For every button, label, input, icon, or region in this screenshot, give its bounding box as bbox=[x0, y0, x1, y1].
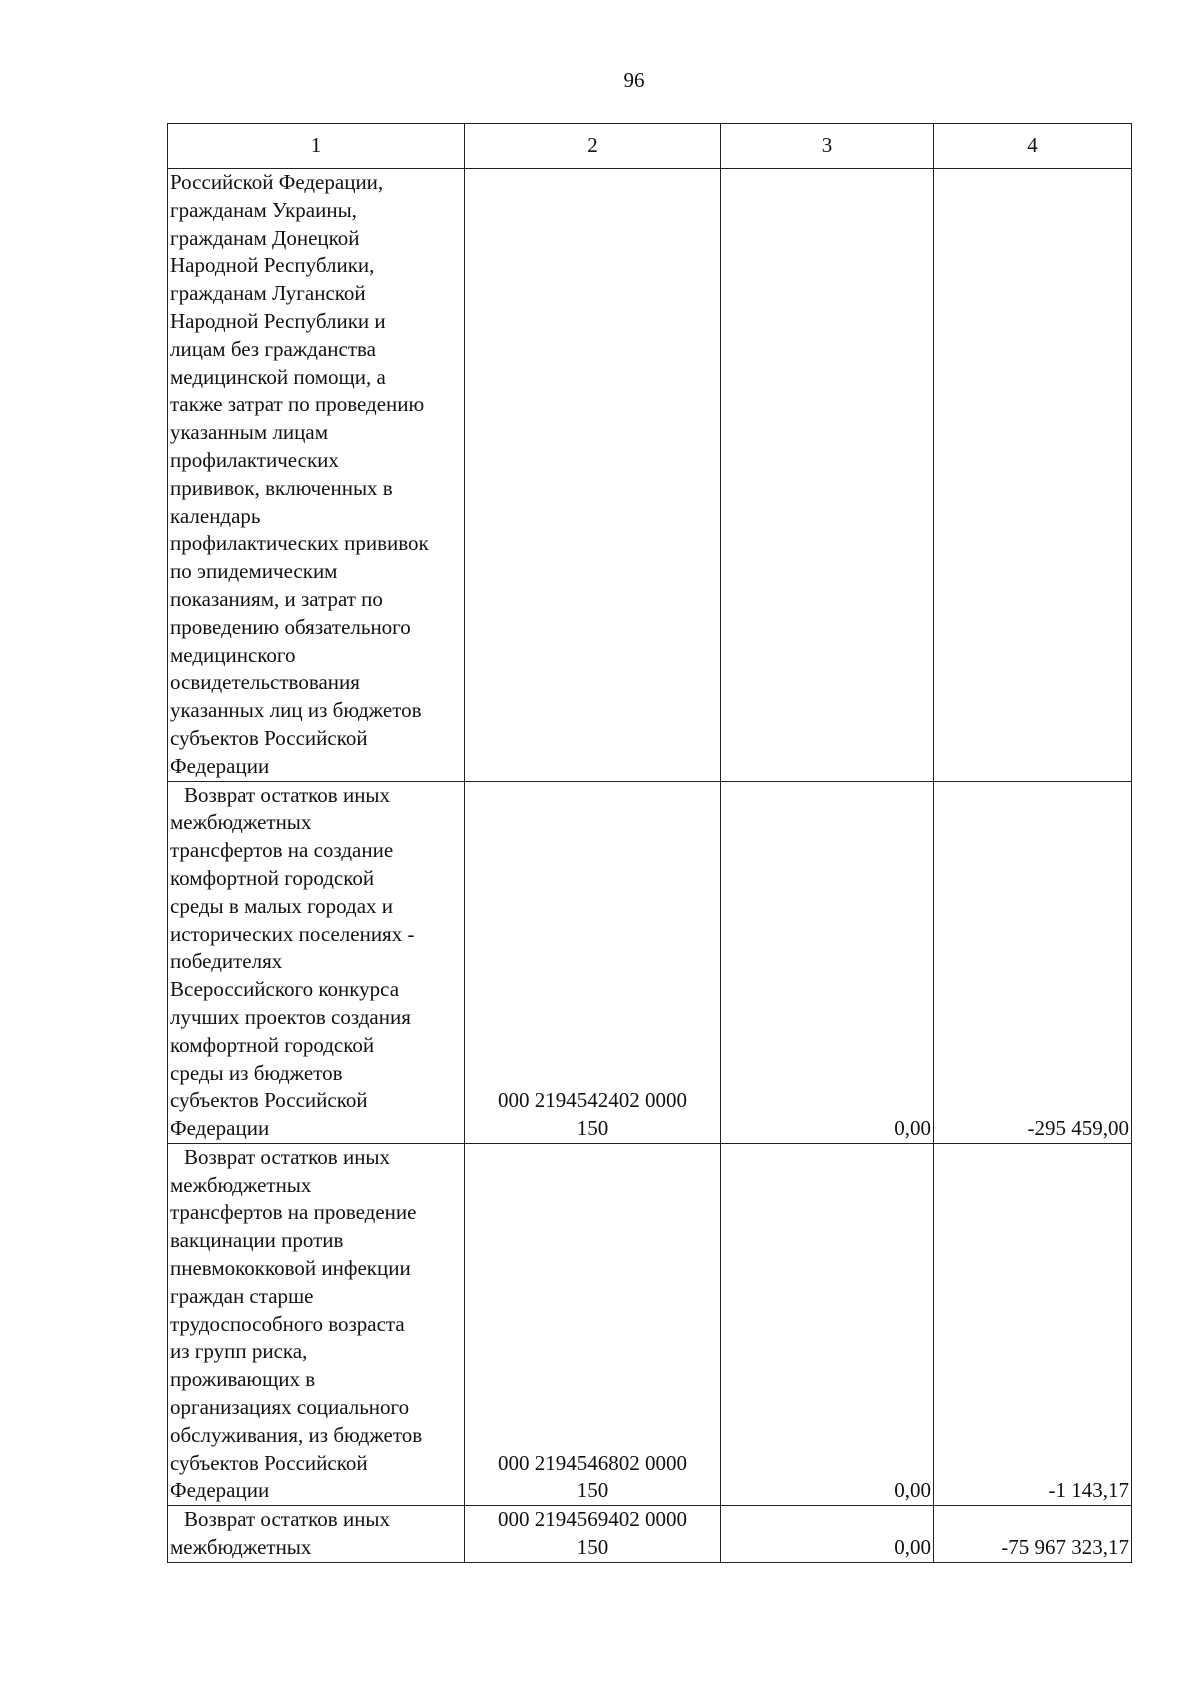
name-line: проживающих в bbox=[170, 1367, 316, 1392]
name-line: трансфертов на проведение bbox=[170, 1200, 417, 1225]
row-col4-value: -1 143,17 bbox=[934, 1143, 1132, 1505]
name-line: Возврат остатков иных bbox=[184, 782, 391, 807]
row-col4-value: -295 459,00 bbox=[934, 781, 1132, 1143]
name-line: среды в малых городах и bbox=[170, 893, 394, 918]
name-line: проведению обязательного bbox=[170, 614, 411, 639]
name-line: гражданам Луганской bbox=[170, 281, 366, 306]
row-code-cell bbox=[465, 169, 721, 782]
name-line: обслуживания, из бюджетов bbox=[170, 1422, 423, 1447]
name-line: лучших проектов создания bbox=[170, 1004, 411, 1029]
name-line: Федерации bbox=[170, 1478, 270, 1503]
name-line: из групп риска, bbox=[170, 1339, 308, 1364]
name-line: субъектов Российской bbox=[170, 1450, 368, 1475]
name-line: по эпидемическим bbox=[170, 559, 338, 584]
name-line: профилактических прививок bbox=[170, 531, 429, 556]
name-line: Российской Федерации, bbox=[170, 170, 384, 194]
name-line: указанных лиц из бюджетов bbox=[170, 698, 422, 723]
row-col3-value bbox=[721, 169, 934, 782]
name-line: субъектов Российской bbox=[170, 725, 368, 750]
name-line: комфортной городской bbox=[170, 865, 375, 890]
name-line: трудоспособного возраста bbox=[170, 1311, 405, 1336]
name-line: лицам без гражданства bbox=[170, 336, 376, 361]
code-line: 000 2194569402 0000 bbox=[498, 1507, 687, 1532]
budget-table bbox=[167, 123, 1132, 1563]
name-line: Народной Республики и bbox=[170, 308, 386, 333]
code-line: 150 bbox=[576, 1535, 609, 1560]
name-line: межбюджетных bbox=[170, 810, 312, 835]
header-cell-1: 1 bbox=[168, 124, 465, 169]
name-line: указанным лицам bbox=[170, 420, 329, 445]
row-col3-value: 0,00 bbox=[721, 1506, 934, 1563]
header-cell-3: 3 bbox=[721, 124, 934, 169]
name-line: межбюджетных bbox=[170, 1172, 312, 1197]
name-line: Народной Республики, bbox=[170, 253, 375, 278]
name-line: субъектов Российской bbox=[170, 1088, 368, 1113]
row-name-cell bbox=[168, 169, 465, 782]
page-number: 96 bbox=[623, 68, 645, 92]
name-line: вакцинации против bbox=[170, 1228, 344, 1253]
row-code-cell bbox=[465, 781, 721, 1143]
table-row bbox=[168, 169, 1132, 782]
name-line: гражданам Донецкой bbox=[170, 225, 360, 250]
name-line: Всероссийского конкурса bbox=[170, 977, 400, 1002]
name-line: среды из бюджетов bbox=[170, 1060, 343, 1085]
row-col3-value: 0,00 bbox=[721, 781, 934, 1143]
table-row bbox=[168, 1143, 1132, 1505]
row-col4-value bbox=[934, 169, 1132, 782]
name-line: Федерации bbox=[170, 753, 270, 778]
name-line: Возврат остатков иных bbox=[184, 1507, 391, 1532]
header-cell-4: 4 bbox=[934, 124, 1132, 169]
row-name-cell bbox=[168, 781, 465, 1143]
row-col3-value: 0,00 bbox=[721, 1143, 934, 1505]
name-line: Федерации bbox=[170, 1116, 270, 1141]
row-name-cell bbox=[168, 1506, 465, 1563]
name-line: граждан старше bbox=[170, 1283, 314, 1308]
row-name-cell bbox=[168, 1143, 465, 1505]
row-col4-value: -75 967 323,17 bbox=[934, 1506, 1132, 1563]
name-line: исторических поселениях - bbox=[170, 921, 415, 946]
name-line: комфортной городской bbox=[170, 1032, 375, 1057]
name-line: гражданам Украины, bbox=[170, 197, 357, 222]
name-line: календарь bbox=[170, 503, 261, 528]
name-line: организациях социального bbox=[170, 1395, 410, 1420]
name-line: медицинской помощи, а bbox=[170, 364, 386, 389]
name-line: показаниям, и затрат по bbox=[170, 586, 383, 611]
name-line: освидетельствования bbox=[170, 670, 360, 695]
name-line: также затрат по проведению bbox=[170, 392, 425, 417]
name-line: пневмококковой инфекции bbox=[170, 1256, 411, 1281]
name-line: медицинского bbox=[170, 642, 296, 667]
name-line: трансфертов на создание bbox=[170, 838, 394, 863]
code-line: 000 2194542402 0000 bbox=[498, 1088, 687, 1113]
code-line: 000 2194546802 0000 bbox=[498, 1450, 687, 1475]
row-code-cell bbox=[465, 1143, 721, 1505]
name-line: межбюджетных bbox=[170, 1535, 312, 1560]
code-line: 150 bbox=[576, 1116, 609, 1141]
name-line: победителях bbox=[170, 949, 283, 974]
name-line: прививок, включенных в bbox=[170, 475, 393, 500]
name-line: Возврат остатков иных bbox=[184, 1144, 391, 1169]
table-row bbox=[168, 781, 1132, 1143]
table-body bbox=[168, 169, 1132, 1563]
table-row bbox=[168, 1506, 1132, 1563]
name-line: профилактических bbox=[170, 447, 339, 472]
row-code-cell bbox=[465, 1506, 721, 1563]
header-cell-2: 2 bbox=[465, 124, 721, 169]
code-line: 150 bbox=[576, 1478, 609, 1503]
table-header-row bbox=[168, 124, 1132, 169]
